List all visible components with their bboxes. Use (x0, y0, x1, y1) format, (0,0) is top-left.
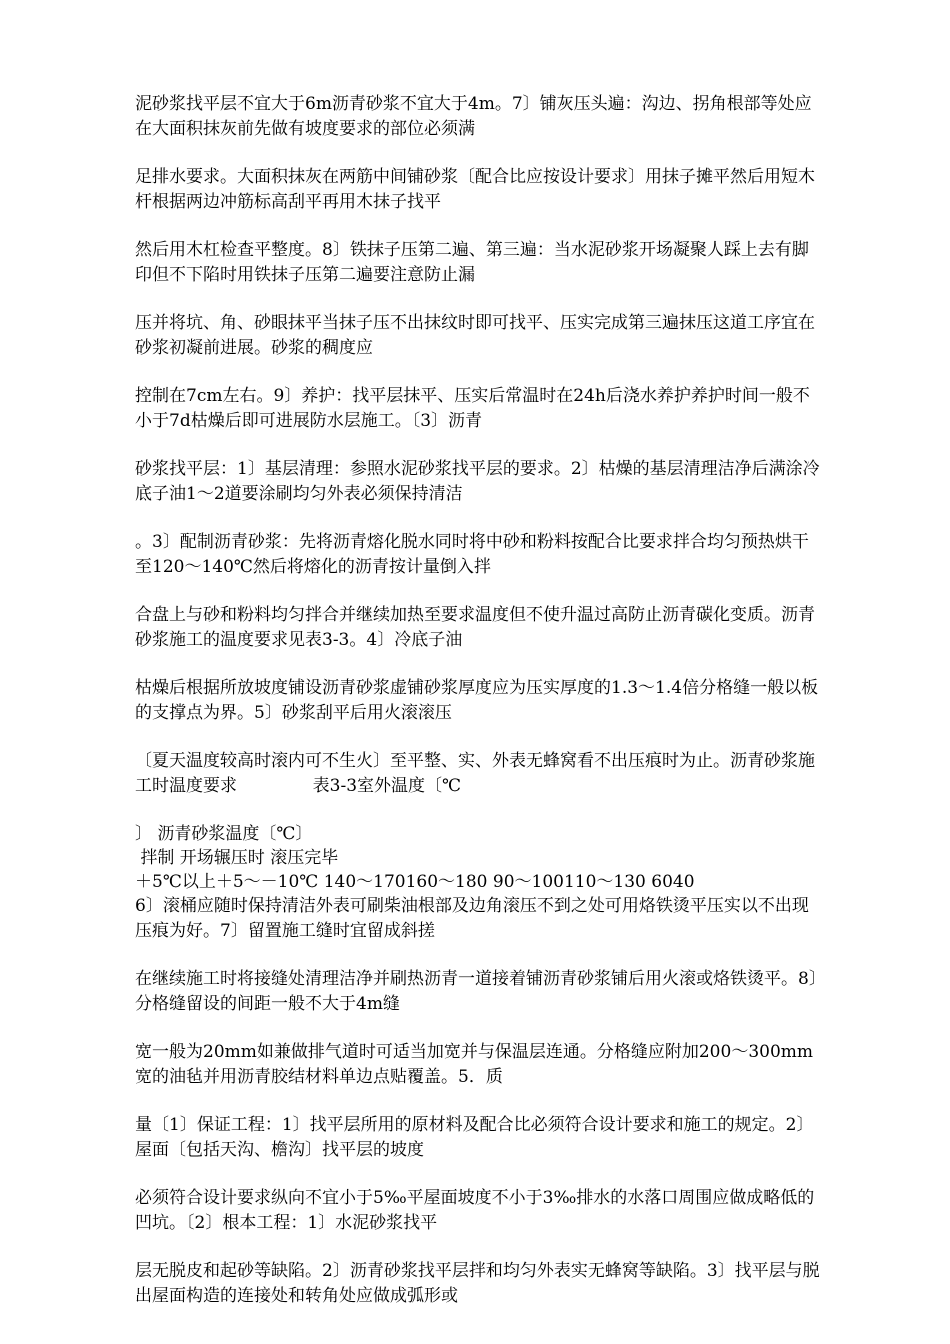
paragraph-11: 6〕滚桶应随时保持清洁外表可刷柴油根部及边角滚压不到之处可用烙铁烫平压实以不出现压痕为好。7〕留置施工缝时宜留成斜搓 (135, 896, 809, 941)
paragraph-4: 压并将坑、角、砂眼抹平当抹子压不出抹纹时即可找平、压实完成第三遍抹压这道工序宜在砂浆初凝前进展。砂浆的稠度应 (135, 313, 815, 358)
paragraph-5: 控制在7cm左右。9〕养护：找平层抹平、压实后常温时在24h后浇水养护养护时间一般不小于7d枯燥后即可进展防水层施工。〔3〕沥青 (135, 386, 810, 431)
paragraph-14: 量〔1〕保证工程：1〕找平层所用的原材料及配合比必须符合设计要求和施工的规定。2〕屋面〔包括天沟、檐沟〕找平层的坡度 (135, 1115, 814, 1160)
paragraph-6: 砂浆找平层：1〕基层清理：参照水泥砂浆找平层的要求。2〕枯燥的基层清理洁净后满涂冷底子油1～2道要涂刷均匀外表必须保持清洁 (135, 459, 820, 504)
document-body (135, 92, 825, 1309)
paragraph-7: 。3〕配制沥青砂浆：先将沥青熔化脱水同时将中砂和粉料按配合比要求拌合均匀预热烘干至120～140℃然后将熔化的沥青按计量倒入拌 (135, 532, 809, 577)
temperature-table-line-3: ＋5℃以上＋5～－10℃ 140～170160～180 90～100110～130 6040 (135, 872, 695, 892)
paragraph-9: 枯燥后根据所放坡度铺设沥青砂浆虚铺砂浆厚度应为压实厚度的1.3～1.4倍分格缝一般以板的支撑点为界。5〕砂浆刮平后用火滚滚压 (135, 678, 819, 723)
temperature-table-line-2: 拌制 开场辗压时 滚压完毕 (135, 848, 339, 868)
paragraph-3: 然后用木杠检查平整度。8〕铁抹子压第二遍、第三遍：当水泥砂浆开场凝聚人踩上去有脚印但不下陷时用铁抹子压第二遍要注意防止漏 (135, 240, 809, 285)
paragraph-8: 合盘上与砂和粉料均匀拌合并继续加热至要求温度但不使升温过高防止沥青碳化变质。沥青砂浆施工的温度要求见表3-3。4〕冷底子油 (135, 605, 815, 650)
paragraph-1: 泥砂浆找平层不宜大于6m沥青砂浆不宜大于4m。7〕铺灰压头遍：沟边、拐角根部等处应在大面积抹灰前先做有坡度要求的部位必须满 (135, 94, 812, 139)
paragraph-12: 在继续施工时将接缝处清理洁净并刷热沥青一道接着铺沥青砂浆铺后用火滚或烙铁烫平。8〕分格缝留设的间距一般不大于4m缝 (135, 969, 818, 1014)
temperature-table-line-1: 〕 沥青砂浆温度〔℃〕 (135, 824, 313, 844)
paragraph-10: 〔夏天温度较高时滚内可不生火〕至平整、实、外表无蜂窝看不出压痕时为止。沥青砂浆施工时温度要求 表3-3室外温度〔℃ (135, 751, 815, 796)
paragraph-13: 宽一般为20mm如兼做排气道时可适当加宽并与保温层连通。分格缝应附加200～300mm宽的油毡并用沥青胶结材料单边点贴覆盖。5．质 (135, 1042, 814, 1087)
paragraph-15: 必须符合设计要求纵向不宜小于5‰平屋面坡度不小于3‰排水的水落口周围应做成略低的凹坑。〔2〕根本工程：1〕水泥砂浆找平 (135, 1188, 815, 1233)
paragraph-16: 层无脱皮和起砂等缺陷。2〕沥青砂浆找平层拌和均匀外表实无蜂窝等缺陷。3〕找平层与脱出屋面构造的连接处和转角处应做成弧形或 (135, 1261, 820, 1306)
paragraph-2: 足排水要求。大面积抹灰在两筋中间铺砂浆〔配合比应按设计要求〕用抹子摊平然后用短木杆根据两边冲筋标高刮平再用木抹子找平 (135, 167, 815, 212)
